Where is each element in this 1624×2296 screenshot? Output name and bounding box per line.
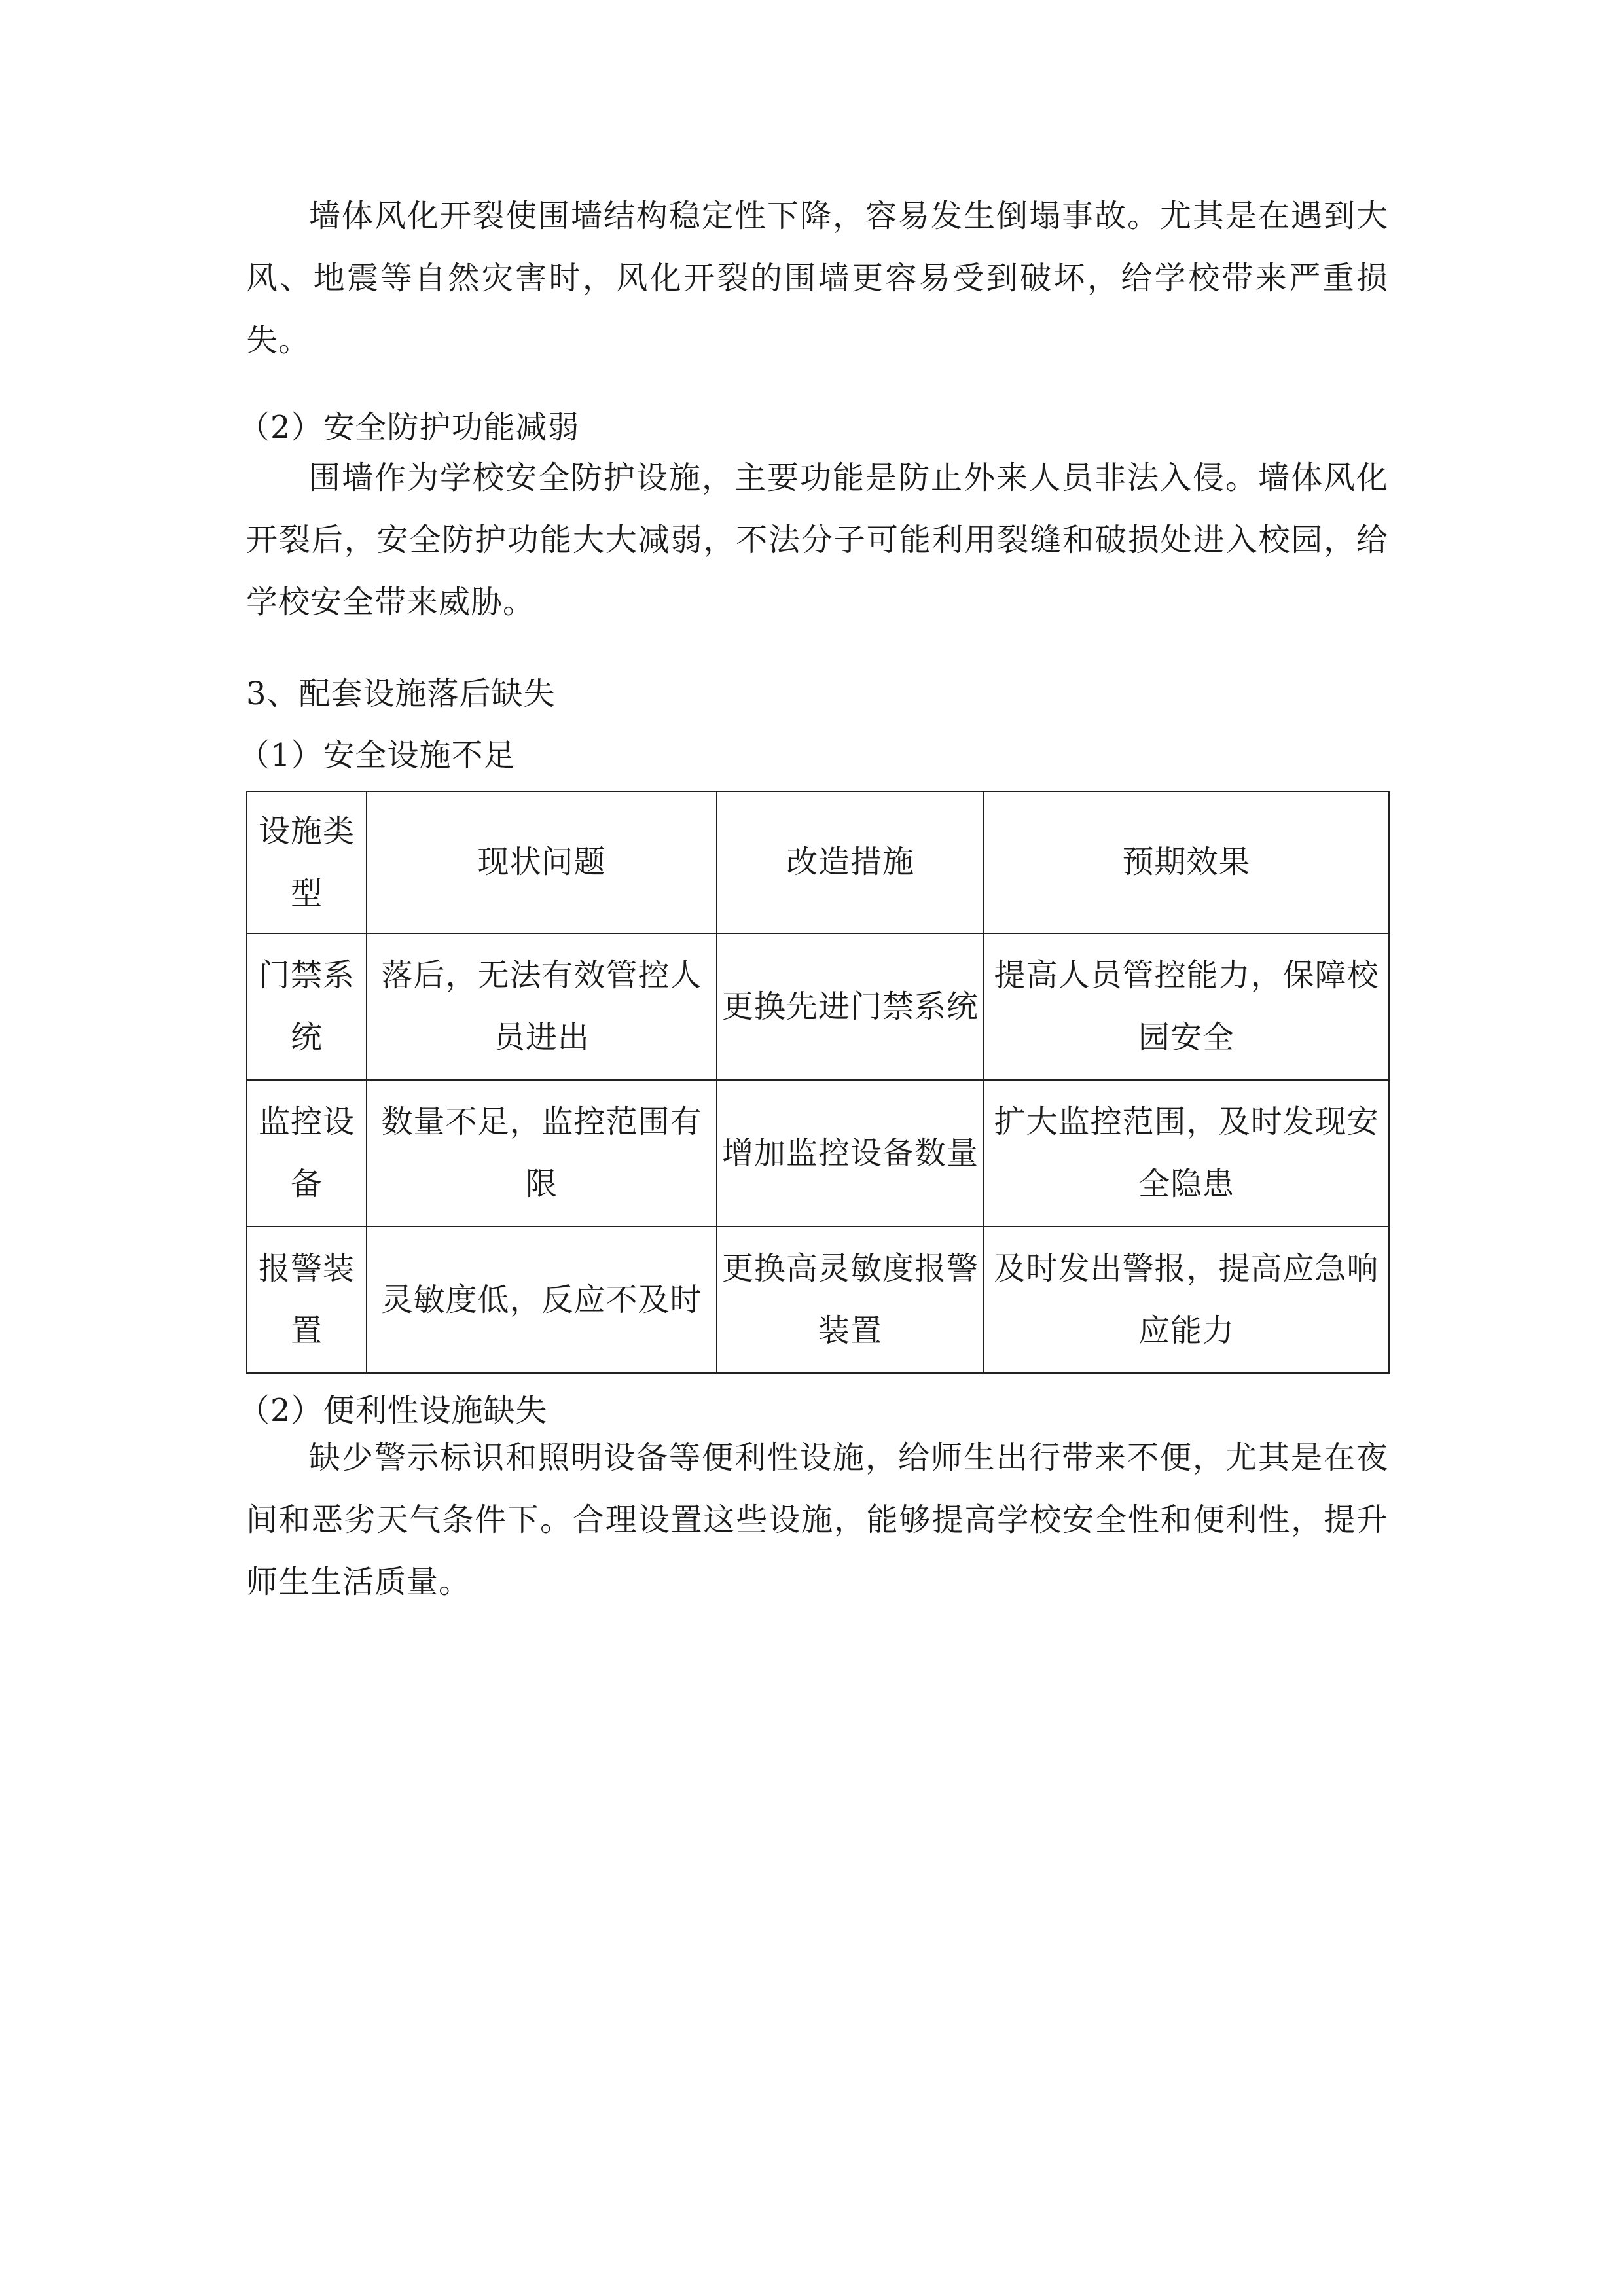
table-cell: 增加监控设备数量 [717, 1080, 984, 1227]
table-cell: 灵敏度低，反应不及时 [367, 1227, 717, 1373]
table-cell: 数量不足，监控范围有限 [367, 1080, 717, 1227]
table-cell: 及时发出警报，提高应急响应能力 [984, 1227, 1389, 1373]
table-header-cell: 改造措施 [717, 791, 984, 933]
table-cell: 门禁系统 [247, 933, 367, 1080]
table-header-cell: 设施类型 [247, 791, 367, 933]
paragraph-protection-function: 围墙作为学校安全防护设施，主要功能是防止外来人员非法入侵。墙体风化开裂后，安全防护功能大大减弱，不法分子可能利用裂缝和破损处进入校园，给学校安全带来威胁。 [246, 459, 1388, 620]
table-row [247, 933, 1389, 1080]
table-cell: 更换高灵敏度报警装置 [717, 1227, 984, 1373]
safety-facilities-table [246, 791, 1390, 1374]
subheading-safety-facilities: （1）安全设施不足 [238, 737, 516, 774]
section-heading-facilities: 3、配套设施落后缺失 [246, 675, 556, 712]
table-cell: 监控设备 [247, 1080, 367, 1227]
paragraph-wall-collapse-risk: 墙体风化开裂使围墙结构稳定性下降，容易发生倒塌事故。尤其是在遇到大风、地震等自然灾害时，风化开裂的围墙更容易受到破坏，给学校带来严重损失。 [246, 198, 1388, 359]
table-header-row [247, 791, 1389, 933]
table-cell: 提高人员管控能力，保障校园安全 [984, 933, 1389, 1080]
table-header-cell: 现状问题 [367, 791, 717, 933]
table-row [247, 1080, 1389, 1227]
subheading-convenience-facilities: （2）便利性设施缺失 [238, 1392, 548, 1429]
table-cell: 扩大监控范围，及时发现安全隐患 [984, 1080, 1389, 1227]
table-cell: 落后，无法有效管控人员进出 [367, 933, 717, 1080]
table-cell: 报警装置 [247, 1227, 367, 1373]
table-row [247, 1227, 1389, 1373]
table-cell: 更换先进门禁系统 [717, 933, 984, 1080]
table-header-cell: 预期效果 [984, 791, 1389, 933]
subheading-protection-weakened: （2）安全防护功能减弱 [238, 409, 580, 446]
paragraph-convenience-facilities: 缺少警示标识和照明设备等便利性设施，给师生出行带来不便，尤其是在夜间和恶劣天气条件下。合理设置这些设施，能够提高学校安全性和便利性，提升师生生活质量。 [246, 1439, 1388, 1600]
